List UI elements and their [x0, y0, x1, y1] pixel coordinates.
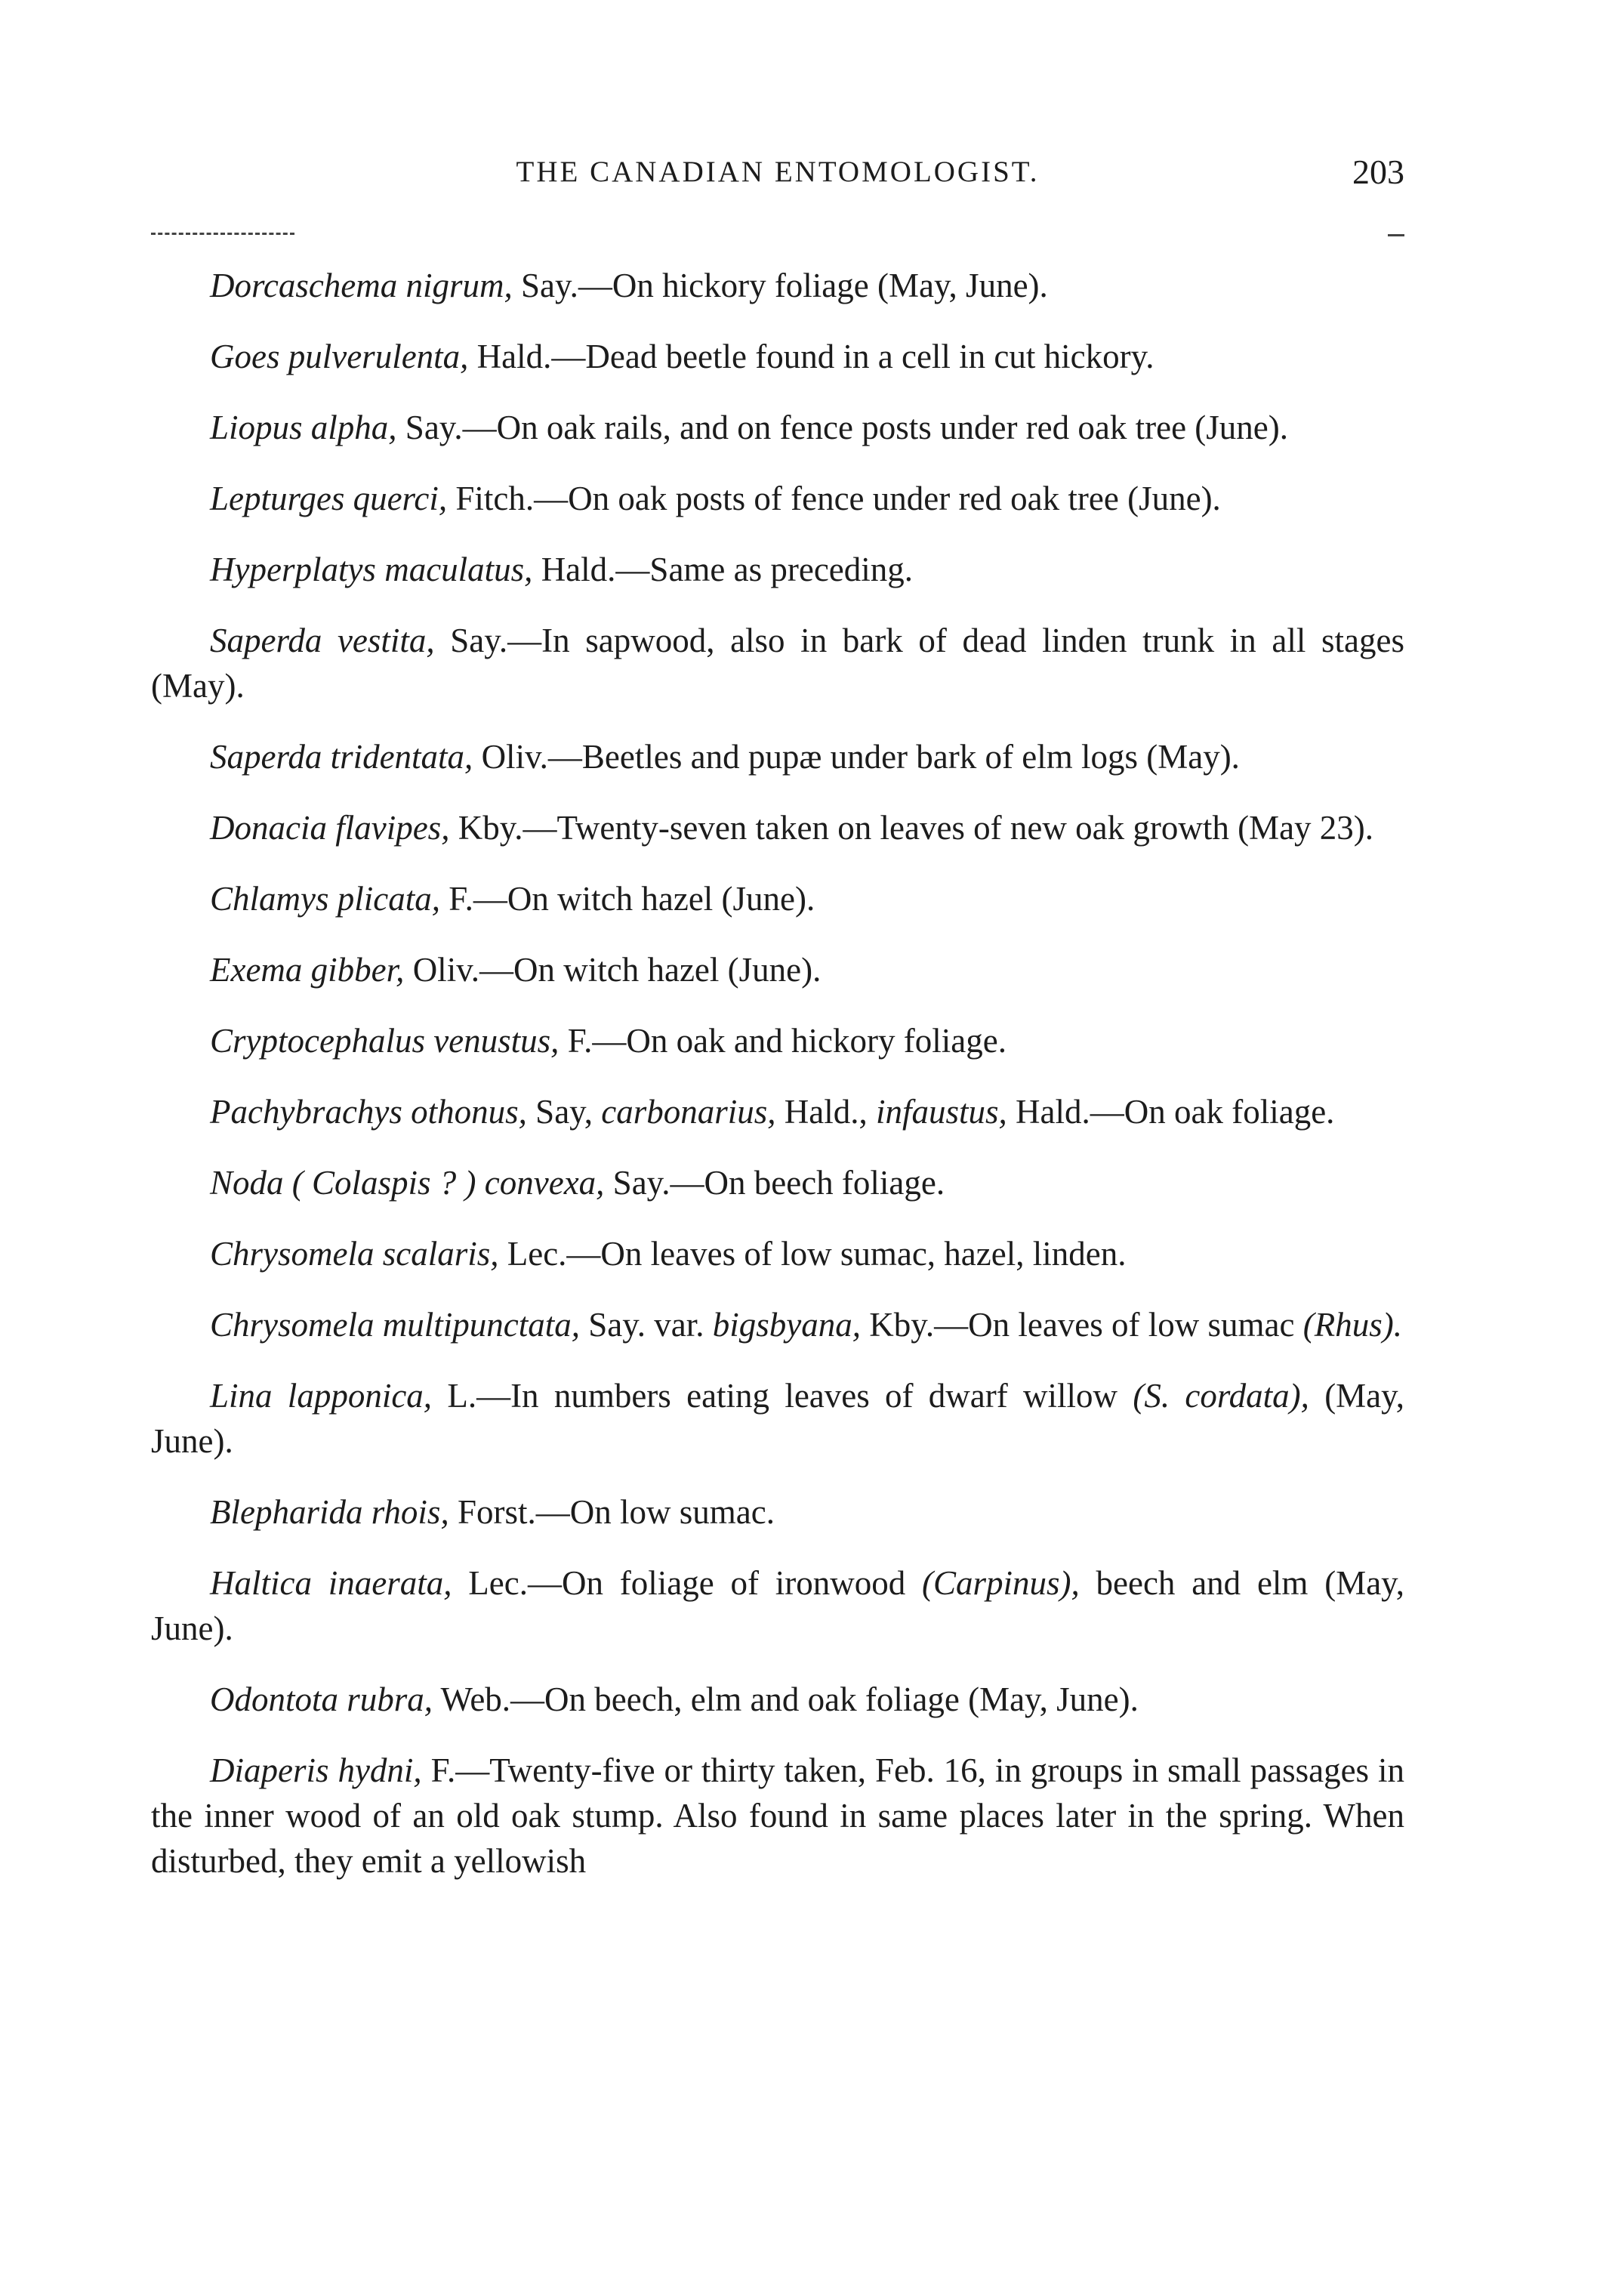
species-name: Saperda tridentata, — [210, 738, 473, 776]
species-name: Hyperplatys maculatus, — [210, 551, 533, 588]
species-name: Liopus alpha, — [210, 409, 397, 446]
running-head — [151, 155, 1404, 200]
journal-title: THE CANADIAN ENTOMOLOGIST. — [516, 156, 1040, 188]
species-name: Cryptocephalus venustus, — [210, 1022, 560, 1060]
entry-cryptocephalus — [151, 1018, 1404, 1063]
entry-text: Kby.—Twenty-seven taken on leaves of new oak growth (May 23). — [449, 809, 1374, 847]
species-name: Lepturges querci, — [210, 480, 448, 517]
entry-noda — [151, 1160, 1404, 1205]
species-name: Chlamys plicata, — [210, 880, 440, 918]
entry-text: Hald.—On oak foliage. — [1006, 1093, 1335, 1131]
entry-text: Say.—On beech foliage. — [604, 1164, 945, 1202]
entry-lina — [151, 1373, 1404, 1464]
entry-lepturges — [151, 476, 1404, 521]
entry-saperda-tridentata — [151, 734, 1404, 779]
entry-text: Forst.—On low sumac. — [449, 1493, 775, 1531]
entry-haltica — [151, 1560, 1404, 1651]
entry-text: Say.—In sapwood, also in bark of dead linden trunk in all stages (May). — [151, 622, 1404, 705]
entry-text: Fitch.—On oak posts of fence under red oak tree (June). — [447, 480, 1221, 517]
species-name: (Rhus). — [1302, 1306, 1402, 1344]
species-name: Goes pulverulenta, — [210, 338, 469, 375]
species-name: Haltica inaerata, — [210, 1564, 452, 1602]
species-name: Dorcaschema nigrum, — [210, 267, 513, 304]
species-name: Pachybrachys othonus, — [210, 1093, 527, 1131]
entry-liopus — [151, 405, 1404, 450]
entry-text: Lec.—On foliage of ironwood — [452, 1564, 922, 1602]
text-body — [151, 263, 1404, 1884]
entry-saperda-vestita — [151, 618, 1404, 708]
entry-goes — [151, 334, 1404, 379]
entry-text: Oliv.—On witch hazel (June). — [404, 951, 822, 989]
entry-text: F.—On witch hazel (June). — [439, 880, 815, 918]
species-name: (S. cordata), — [1133, 1377, 1309, 1415]
entry-text: Hald.—Dead beetle found in a cell in cut hickory. — [468, 338, 1154, 375]
entry-hyperplatys — [151, 547, 1404, 592]
species-name: Noda ( Colaspis ? ) convexa, — [210, 1164, 605, 1202]
species-name: (Carpinus), — [921, 1564, 1080, 1602]
page-number: 203 — [1352, 153, 1404, 191]
entry-chrysomela-scalaris — [151, 1231, 1404, 1276]
species-name: Diaperis hydni, — [210, 1751, 422, 1789]
entry-text: Hald., — [775, 1093, 876, 1131]
species-name: Chrysomela multipunctata, — [210, 1306, 580, 1344]
species-name: Exema gibber, — [210, 951, 405, 989]
species-name: Lina lapponica, — [210, 1377, 433, 1415]
entry-blepharida — [151, 1489, 1404, 1535]
entry-pachybrachys — [151, 1089, 1404, 1134]
entry-chrysomela-multipunctata — [151, 1302, 1404, 1347]
entry-text: Lec.—On leaves of low sumac, hazel, linden. — [498, 1235, 1127, 1273]
species-name: Blepharida rhois, — [210, 1493, 449, 1531]
entry-chlamys — [151, 876, 1404, 921]
species-name: infaustus, — [876, 1093, 1007, 1131]
header-rule — [151, 233, 294, 235]
species-name: Chrysomela scalaris, — [210, 1235, 499, 1273]
entry-text: Oliv.—Beetles and pupæ under bark of elm logs (May). — [473, 738, 1240, 776]
entry-exema — [151, 947, 1404, 992]
entry-text: F.—On oak and hickory foliage. — [559, 1022, 1006, 1060]
header-rule-end — [1388, 234, 1404, 236]
entry-donacia — [151, 805, 1404, 850]
entry-text: (May, June). — [151, 1377, 1404, 1460]
entry-text: Say.—On hickory foliage (May, June). — [512, 267, 1048, 304]
species-name: Saperda vestita, — [210, 622, 435, 659]
species-name: Odontota rubra, — [210, 1680, 433, 1718]
entry-text: L.—In numbers eating leaves of dwarf willow — [432, 1377, 1133, 1415]
entry-text: beech and elm (May, June). — [151, 1564, 1405, 1647]
entry-text: Say.—On oak rails, and on fence posts under red oak tree (June). — [396, 409, 1289, 446]
species-name: bigsbyana, — [712, 1306, 862, 1344]
entry-text: Web.—On beech, elm and oak foliage (May, June). — [433, 1680, 1139, 1718]
entry-text: Hald.—Same as preceding. — [532, 551, 914, 588]
entry-text: Kby.—On leaves of low sumac — [861, 1306, 1303, 1344]
species-name: carbonarius, — [601, 1093, 776, 1131]
entry-text: F.—Twenty-five or thirty taken, Feb. 16, in groups in small passages in the inner wood of an old oak stump. Also found in same places later in the spring. When disturbed, they emit a yellowish — [151, 1751, 1404, 1880]
entry-text: Say, — [526, 1093, 602, 1131]
entry-odontota — [151, 1677, 1404, 1722]
entry-text: Say. var. — [579, 1306, 713, 1344]
species-name: Donacia flavipes, — [210, 809, 450, 847]
entry-diaperis — [151, 1748, 1404, 1884]
entry-dorcaschema — [151, 263, 1404, 308]
